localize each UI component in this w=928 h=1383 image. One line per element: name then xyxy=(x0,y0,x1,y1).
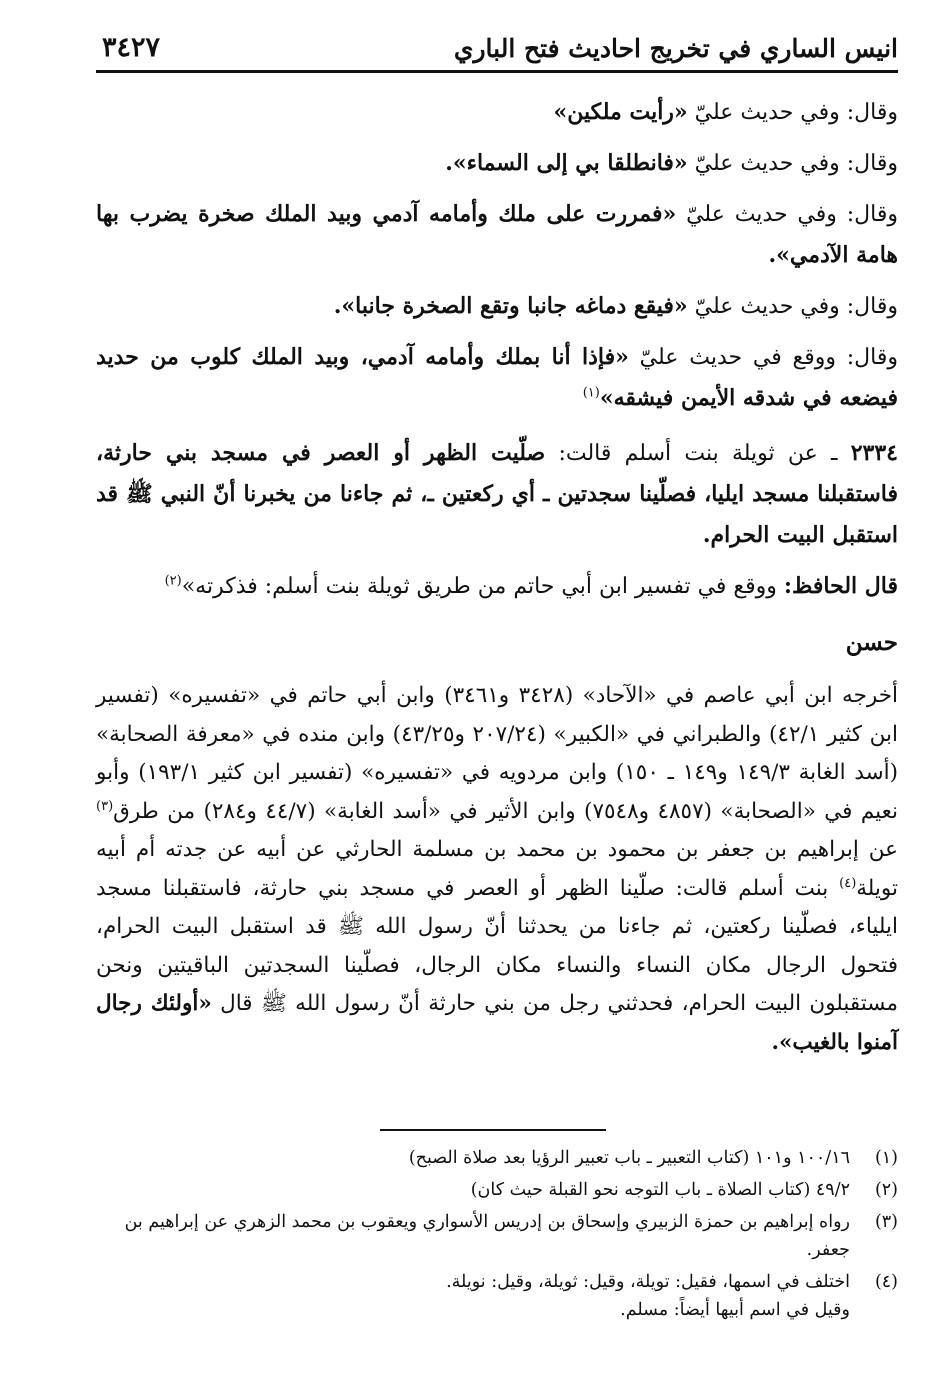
footnote xyxy=(96,1176,898,1204)
hafiz-text: ووقع في تفسير ابن أبي حاتم من طريق ثويلة بنت أسلم: فذكرته» xyxy=(181,574,784,599)
takhrij-text: أخرجه ابن أبي عاصم في «الآحاد» (٣٤٢٨ و٣٤٦١) وابن أبي حاتم في «تفسيره» (تفسير ابن كثير ٤٢/١) والطبراني في «الكبير» (٢٠٧/٢٤ و٤٣/٢٥) وابن منده في «معرفة الصحابة» (أسد الغابة ١٤٩/٣ و١٤٩ ـ ١٥٠) وابن مردويه في «تفسيره» (تفسير ابن كثير ١٩٣/١) وأبو نعيم في «الصحابة» (٤٨٥٧ و٧٥٤٨) وابن الأثير في «أسد الغابة» (٤٤/٧ و٢٨٤) من طرق xyxy=(96,683,899,824)
takhrij-paragraph xyxy=(96,677,898,1062)
footnote xyxy=(96,1268,898,1324)
book-title: انيس الساري في تخريج احاديث فتح الباري xyxy=(453,34,898,63)
paragraph-lead: وقال: وفي حديث عليّ xyxy=(687,294,898,319)
quote-text: «فإذا أنا بملك وأمامه آدمي، وبيد الملك كلوب من حديد فيضعه في شدقه الأيمن فيشقه» xyxy=(96,344,898,411)
paragraph-lead: وقال: ووقع في حديث عليّ xyxy=(628,345,898,370)
takhrij-text: عن إبراهيم بن جعفر بن محمود بن محمد بن مسلمة الحارثي عن أبيه عن جدته أم أبيه تويلة xyxy=(96,837,898,901)
paragraph xyxy=(96,286,898,327)
footnote xyxy=(96,1208,898,1264)
page-number: ٣٤٢٧ xyxy=(102,32,161,63)
paragraph xyxy=(96,194,898,276)
paragraph xyxy=(96,337,898,419)
footnote xyxy=(96,1144,898,1172)
quote-text: «فيقع دماغه جانبا وتقع الصخرة جانبا». xyxy=(333,293,688,319)
footnote-number: (٣) xyxy=(874,1212,898,1232)
footnotes xyxy=(96,1144,898,1324)
footnote-ref[interactable]: (٢) xyxy=(164,573,182,589)
hadith-entry xyxy=(96,433,898,556)
footnote-text: وقيل في اسم أبيها أيضاً: مسلم. xyxy=(620,1300,850,1320)
quote-text: «فمررت على ملك وأمامه آدمي وبيد الملك صخرة يضرب بها هامة الآدمي». xyxy=(96,201,898,268)
paragraph-lead: وقال: وفي حديث عليّ xyxy=(687,100,898,125)
footnote-body xyxy=(96,1268,850,1324)
paragraph-lead: وقال: وفي حديث عليّ xyxy=(687,151,898,176)
footnote-ref[interactable]: (٣) xyxy=(96,798,114,814)
takhrij-text: بنت أسلم قالت: صلّينا الظهر أو العصر في مسجد بني حارثة، فاستقبلنا مسجد ايلياء، فصلّينا ركعتين، ثم جاءنا من يحدثنا أنّ رسول الله ﷺ قد استقبل البيت الحرام، فتحول الرجال مكان النساء والنساء مكان الرجال، فصلّينا السجدتين الباقيتين ونحن مستقبلون البيت الحرام، فحدثني رجل من بني حارثة أنّ رسول الله ﷺ قال xyxy=(96,875,898,1016)
header-divider xyxy=(96,70,898,73)
footnote-divider xyxy=(380,1129,606,1131)
footnote-text: ١٠٠/١٦ و١٠١ (كتاب التعبير ـ باب تعبير الرؤيا بعد صلاة الصبح) xyxy=(408,1148,850,1168)
quote-text: «أولئك رجال آمنوا بالغيب». xyxy=(96,991,898,1055)
hadith-number: ٢٣٣٤ xyxy=(850,440,898,466)
hadith-text: صلّيت الظهر أو العصر في مسجد بني حارثة، فاستقبلنا مسجد ايليا، فصلّينا سجدتين ـ أي ركعتين ـ، ثم جاءنا من يخبرنا أنّ النبي ﷺ قد استقبل البيت الحرام. xyxy=(96,440,898,548)
quote-text: «رأيت ملكين» xyxy=(553,99,688,125)
footnote-number: (١) xyxy=(874,1148,898,1168)
running-header xyxy=(96,30,898,70)
hafiz-note xyxy=(96,566,898,607)
main-text xyxy=(96,92,898,1062)
paragraph xyxy=(96,92,898,133)
hafiz-label: قال الحافظ: xyxy=(783,573,898,599)
quote-text: «فانطلقا بي إلى السماء». xyxy=(445,150,688,176)
paragraph xyxy=(96,143,898,184)
footnote-text: ٤٩/٢ (كتاب الصلاة ـ باب التوجه نحو القبلة حيث كان) xyxy=(470,1180,850,1200)
hadith-narrator: ـ عن ثويلة بنت أسلم قالت: xyxy=(545,441,851,466)
footnote-ref[interactable]: (١) xyxy=(582,385,600,401)
footnote-text: رواه إبراهيم بن حمزة الزبيري وإسحاق بن إدريس الأسواري ويعقوب بن محمد الزهري عن إبراهيم بن جعفر. xyxy=(124,1212,850,1260)
paragraph-lead: وقال: وفي حديث عليّ xyxy=(676,202,899,227)
footnote-number: (٢) xyxy=(874,1180,898,1200)
footnote-text: اختلف في اسمها، فقيل: تويلة، وقيل: ثويلة، وقيل: نويلة. xyxy=(446,1272,850,1292)
hadith-grade: حسن xyxy=(845,629,898,656)
footnote-number: (٤) xyxy=(874,1272,898,1292)
footnote-ref[interactable]: (٤) xyxy=(839,875,857,891)
